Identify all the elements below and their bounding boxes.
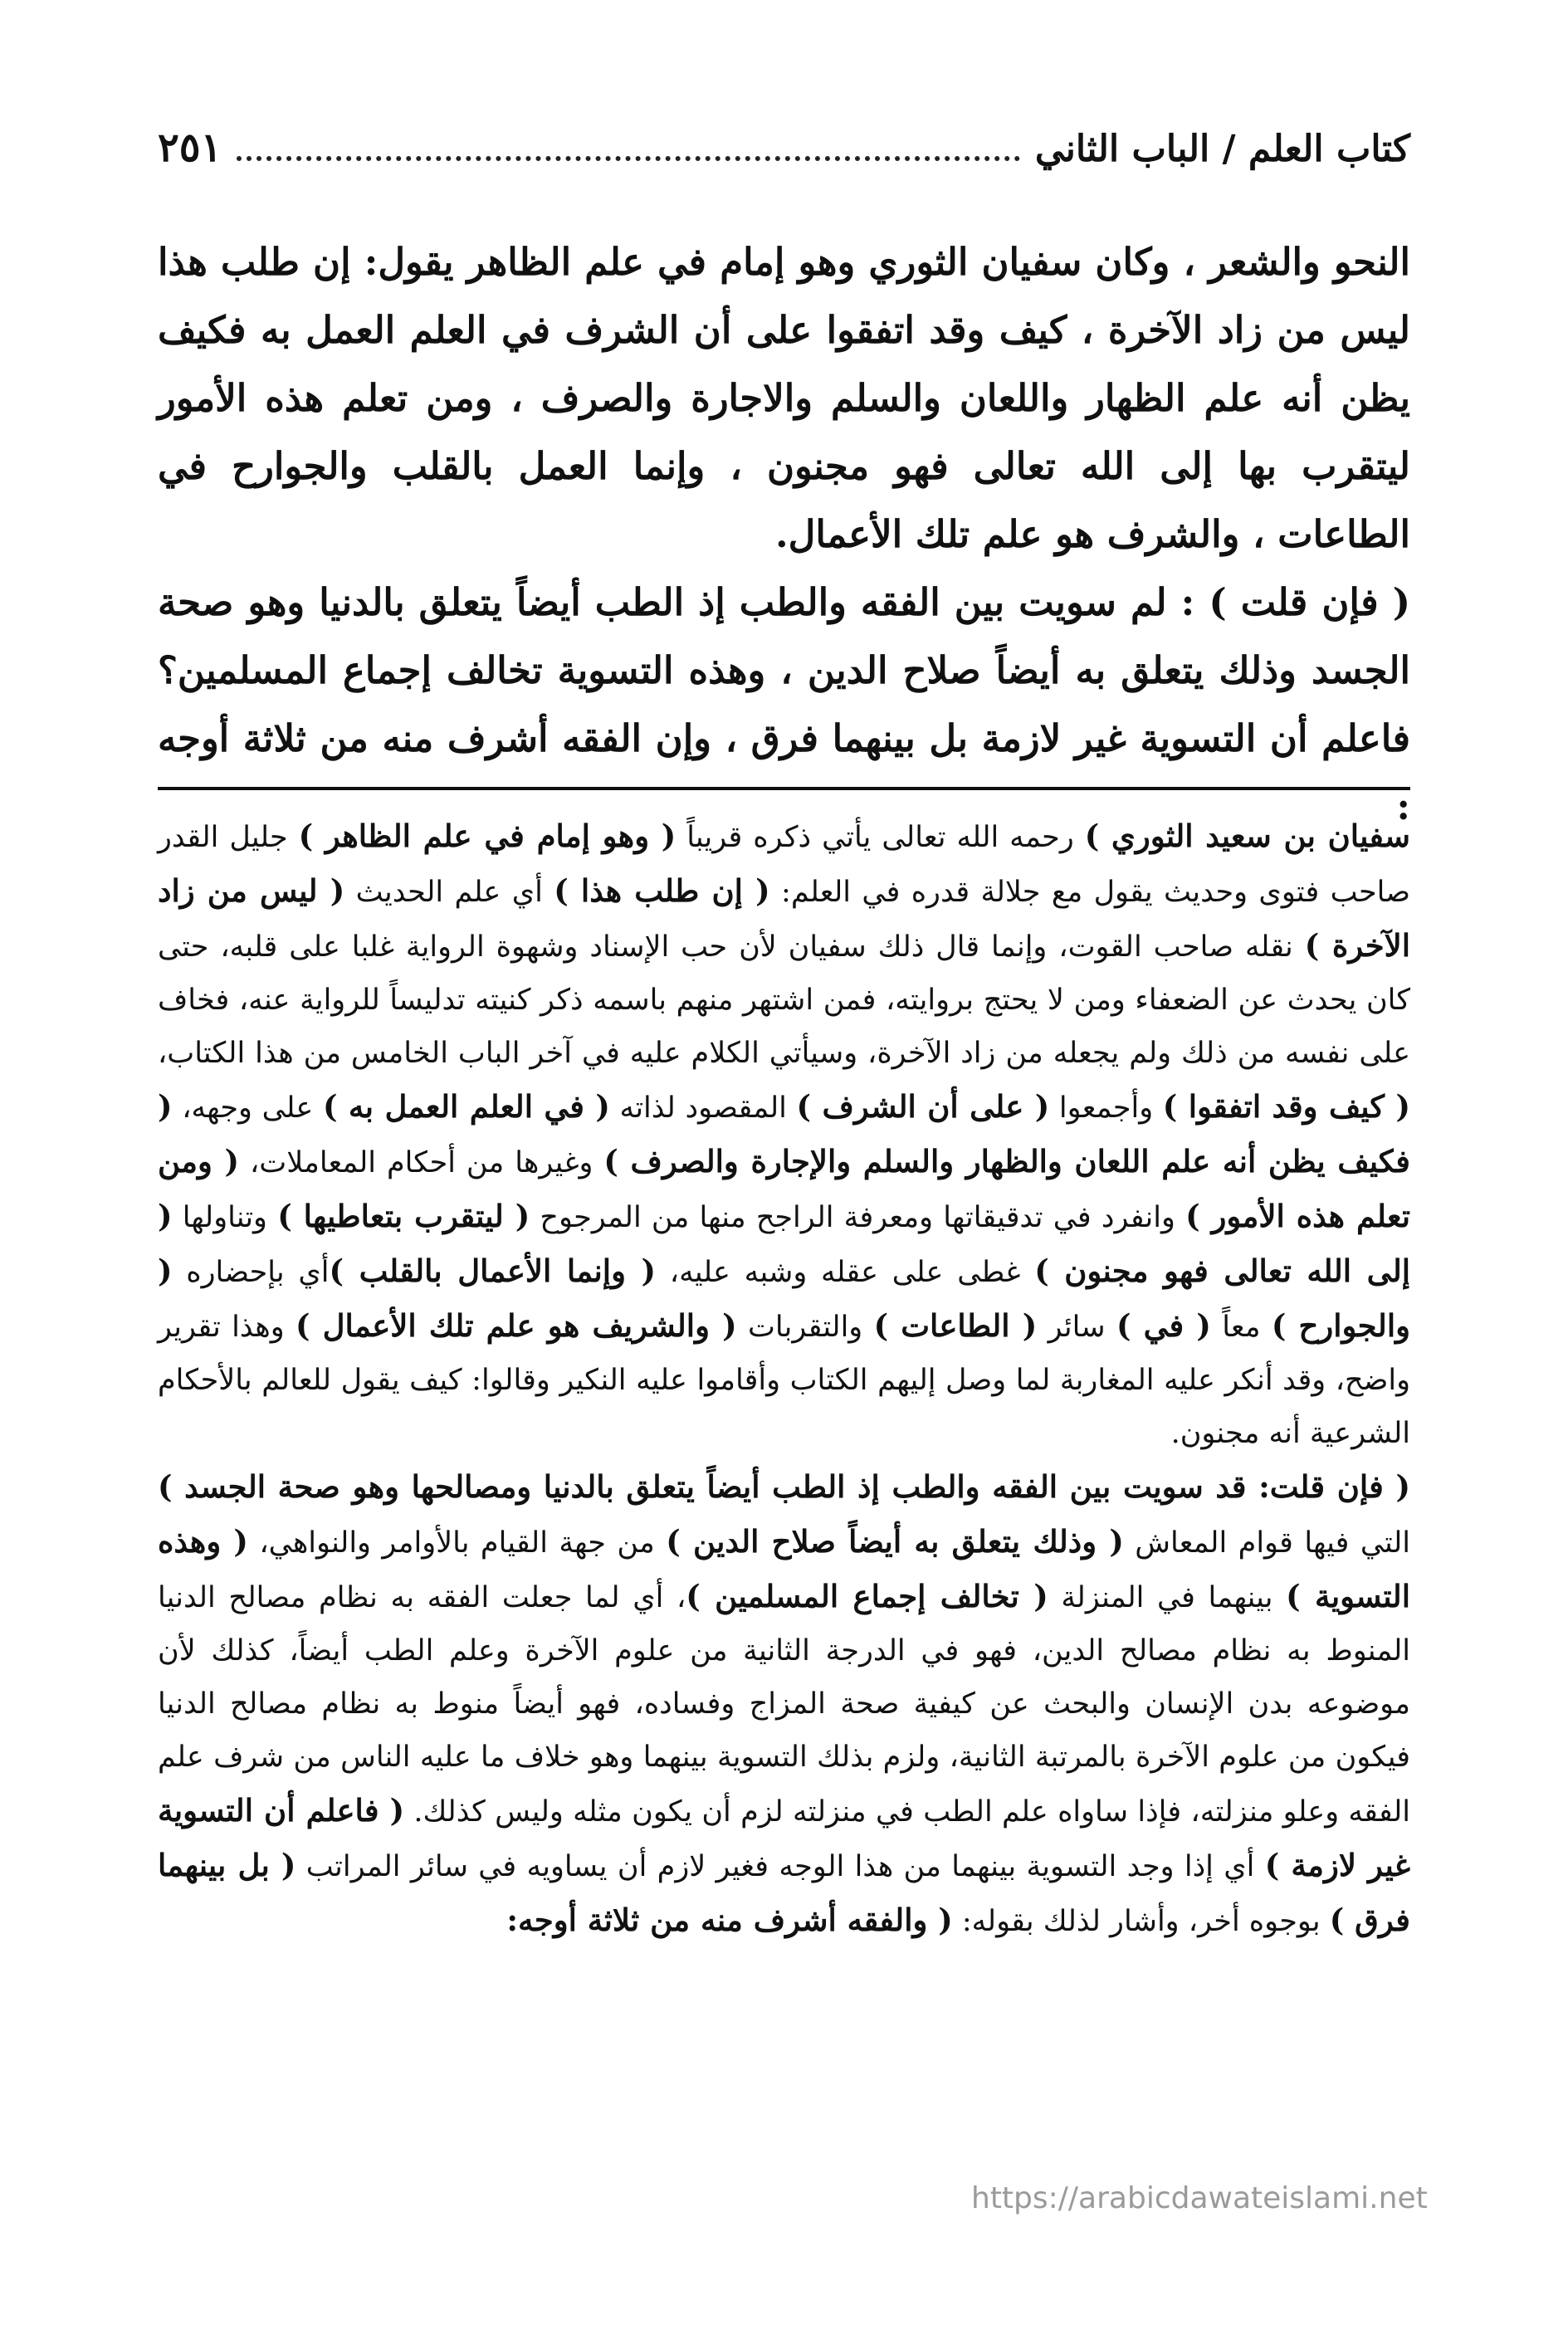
commentary-text: وتناولها	[172, 1201, 278, 1234]
quoted-term: ( كيف وقد اتفقوا )	[1162, 1088, 1410, 1125]
quoted-term: ( فكيف يظن أنه علم اللعان والظهار والسلم والإجارة والصرف )	[158, 1088, 1410, 1179]
quoted-term: ( ومن تعلم هذه الأمور )	[158, 1143, 1410, 1234]
footnote-separator	[158, 787, 1410, 790]
commentary-text: والتقربات	[736, 1311, 874, 1344]
commentary-text: التي فيها قوام المعاش	[1123, 1526, 1410, 1560]
quoted-term: سفيان بن سعيد الثوري )	[1084, 818, 1410, 854]
commentary-text: غطى على عقله وشبه عليه،	[656, 1256, 1035, 1289]
commentary-text: على وجهه،	[172, 1091, 323, 1125]
header-title: كتاب العلم / الباب الثاني	[1034, 128, 1410, 170]
quoted-term: ( بل بينهما فرق )	[158, 1847, 1410, 1938]
commentary-text: ، أي لما جعلت الفقه به نظام مصالح الدنيا المنوط به نظام مصالح الدين، فهو في الدرجة الثانية من علوم الآخرة وعلم الطب أيضاً، كذلك لأن موضوعه بدن الإنسان والبحث عن كيفية صحة المزاج وفساده، فهو أيضاً منوط به نظام مصالح الدنيا فيكون من علوم الآخرة بالمرتبة الثانية، ولزم بذلك التسوية بينهما وهو خلاف ما عليه الناس من شرف علم الفقه وعلو منزلته، فإذا ساواه علم الطب في منزلته لزم أن يكون مثله وليس كذلك.	[158, 1581, 1410, 1829]
quoted-term: ( وهو إمام في علم الظاهر )	[298, 818, 677, 854]
commentary	[158, 809, 1410, 1948]
quoted-term: ( والجوارح )	[158, 1253, 1410, 1344]
commentary-text: نقله صاحب القوت، وإنما قال ذلك سفيان لأن حب الإسناد وشهوة الرواية غلبا على قلبه، حتى كان يحدث عن الضعفاء ومن لا يحتج بروايته، فمن اشتهر منهم باسمه ذكر كنيته تدليساً للرواية عنه، فخاف على نفسه من ذلك ولم يجعله من زاد الآخرة، وسيأتي الكلام عليه في آخر الباب الخامس من هذا الكتاب،	[158, 930, 1410, 1070]
page-number: ٢٥١	[158, 125, 222, 171]
commentary-text: بوجوه أخر، وأشار لذلك بقوله:	[952, 1905, 1330, 1938]
main-paragraph-1: النحو والشعر ، وكان سفيان الثوري وهو إمام في علم الظاهر يقول: إن طلب هذا ليس من زاد الآخرة ، كيف وقد اتفقوا على أن الشرف في العلم العمل به فكيف يظن أنه علم الظهار واللعان والسلم والاجارة والصرف ، ومن تعلم هذه الأمور ليتقرب بها إلى الله تعالى فهو مجنون ، وإنما العمل بالقلب والجوارح في الطاعات ، والشرف هو علم تلك الأعمال.	[158, 240, 1410, 556]
commentary-text: أي علم الحديث	[344, 876, 554, 909]
main-paragraph-2: ( فإن قلت ) : لم سويت بين الفقه والطب إذ الطب أيضاً يتعلق بالدنيا وهو صحة الجسد وذلك يتعلق به أيضاً صلاح الدين ، وهذه التسوية تخالف إجماع المسلمين؟ فاعلم أن التسوية غير لازمة بل بينهما فرق ، وإن الفقه أشرف منه من ثلاثة أوجه :	[158, 580, 1410, 828]
commentary-text: المقصود لذاته	[609, 1091, 797, 1125]
quoted-term: ( والفقه أشرف منه من ثلاثة أوجه:	[506, 1902, 953, 1938]
quoted-term: ( في العلم العمل به )	[322, 1088, 610, 1125]
commentary-paragraph-2	[158, 1460, 1410, 1948]
commentary-text: من جهة القيام بالأوامر والنواهي،	[247, 1526, 667, 1560]
main-text	[158, 228, 1410, 841]
commentary-text: وغيرها من أحكام المعاملات،	[239, 1146, 604, 1179]
quoted-term: ( تخالف إجماع المسلمين )	[686, 1578, 1048, 1614]
commentary-text: أي إذا وجد التسوية بينهما من هذا الوجه فغير لازم أن يساويه في سائر المراتب	[296, 1850, 1265, 1883]
quoted-term: ( ليتقرب بتعاطيها )	[277, 1198, 530, 1234]
commentary-text: بينهما في المنزلة	[1048, 1581, 1287, 1614]
commentary-text: معاً	[1210, 1311, 1272, 1344]
commentary-text: وأجمعوا	[1049, 1091, 1163, 1125]
quoted-term: ( فإن قلت: قد سويت بين الفقه والطب إذ الطب أيضاً يتعلق بالدنيا ومصالحها وهو صحة الجسد )	[158, 1468, 1411, 1505]
quoted-term: ( وإنما الأعمال بالقلب )	[329, 1253, 656, 1289]
quoted-term: ( في )	[1116, 1307, 1211, 1344]
commentary-text: وهذا تقرير واضح، وقد أنكر عليه المغاربة لما وصل إليهم الكتاب وأقاموا عليه النكير وقالوا: كيف يقول للعالم بالأحكام الشرعية أنه مجنون.	[158, 1311, 1410, 1450]
quoted-term: ( فاعلم أن التسوية غير لازمة )	[158, 1792, 1410, 1883]
commentary-text: سائر	[1037, 1311, 1117, 1344]
quoted-term: ( ليس من زاد الآخرة )	[158, 872, 1410, 964]
quoted-term: ( إلى الله تعالى فهو مجنون )	[158, 1198, 1411, 1289]
watermark-url: https://arabicdawateislami.net	[971, 2181, 1428, 2215]
quoted-term: ( وهذه التسوية )	[158, 1523, 1410, 1614]
running-header	[158, 125, 1410, 183]
quoted-term: ( الطاعات )	[873, 1307, 1038, 1344]
quoted-term: ( وذلك يتعلق به أيضاً صلاح الدين )	[666, 1523, 1124, 1560]
commentary-paragraph-1	[158, 809, 1410, 1460]
quoted-term: ( إن طلب هذا )	[554, 872, 770, 909]
commentary-text: رحمه الله تعالى يأتي ذكره قريباً	[676, 821, 1085, 854]
commentary-text: جليل القدر صاحب فتوى وحديث يقول مع جلالة قدره في العلم:	[158, 821, 1410, 909]
commentary-text: أي بإحضاره	[172, 1256, 330, 1289]
header-leader-dots	[237, 131, 1020, 161]
commentary-text: وانفرد في تدقيقاتها ومعرفة الراجح منها من المرجوح	[530, 1201, 1186, 1234]
quoted-term: ( والشريف هو علم تلك الأعمال )	[296, 1307, 737, 1344]
quoted-term: ( على أن الشرف )	[796, 1088, 1050, 1125]
